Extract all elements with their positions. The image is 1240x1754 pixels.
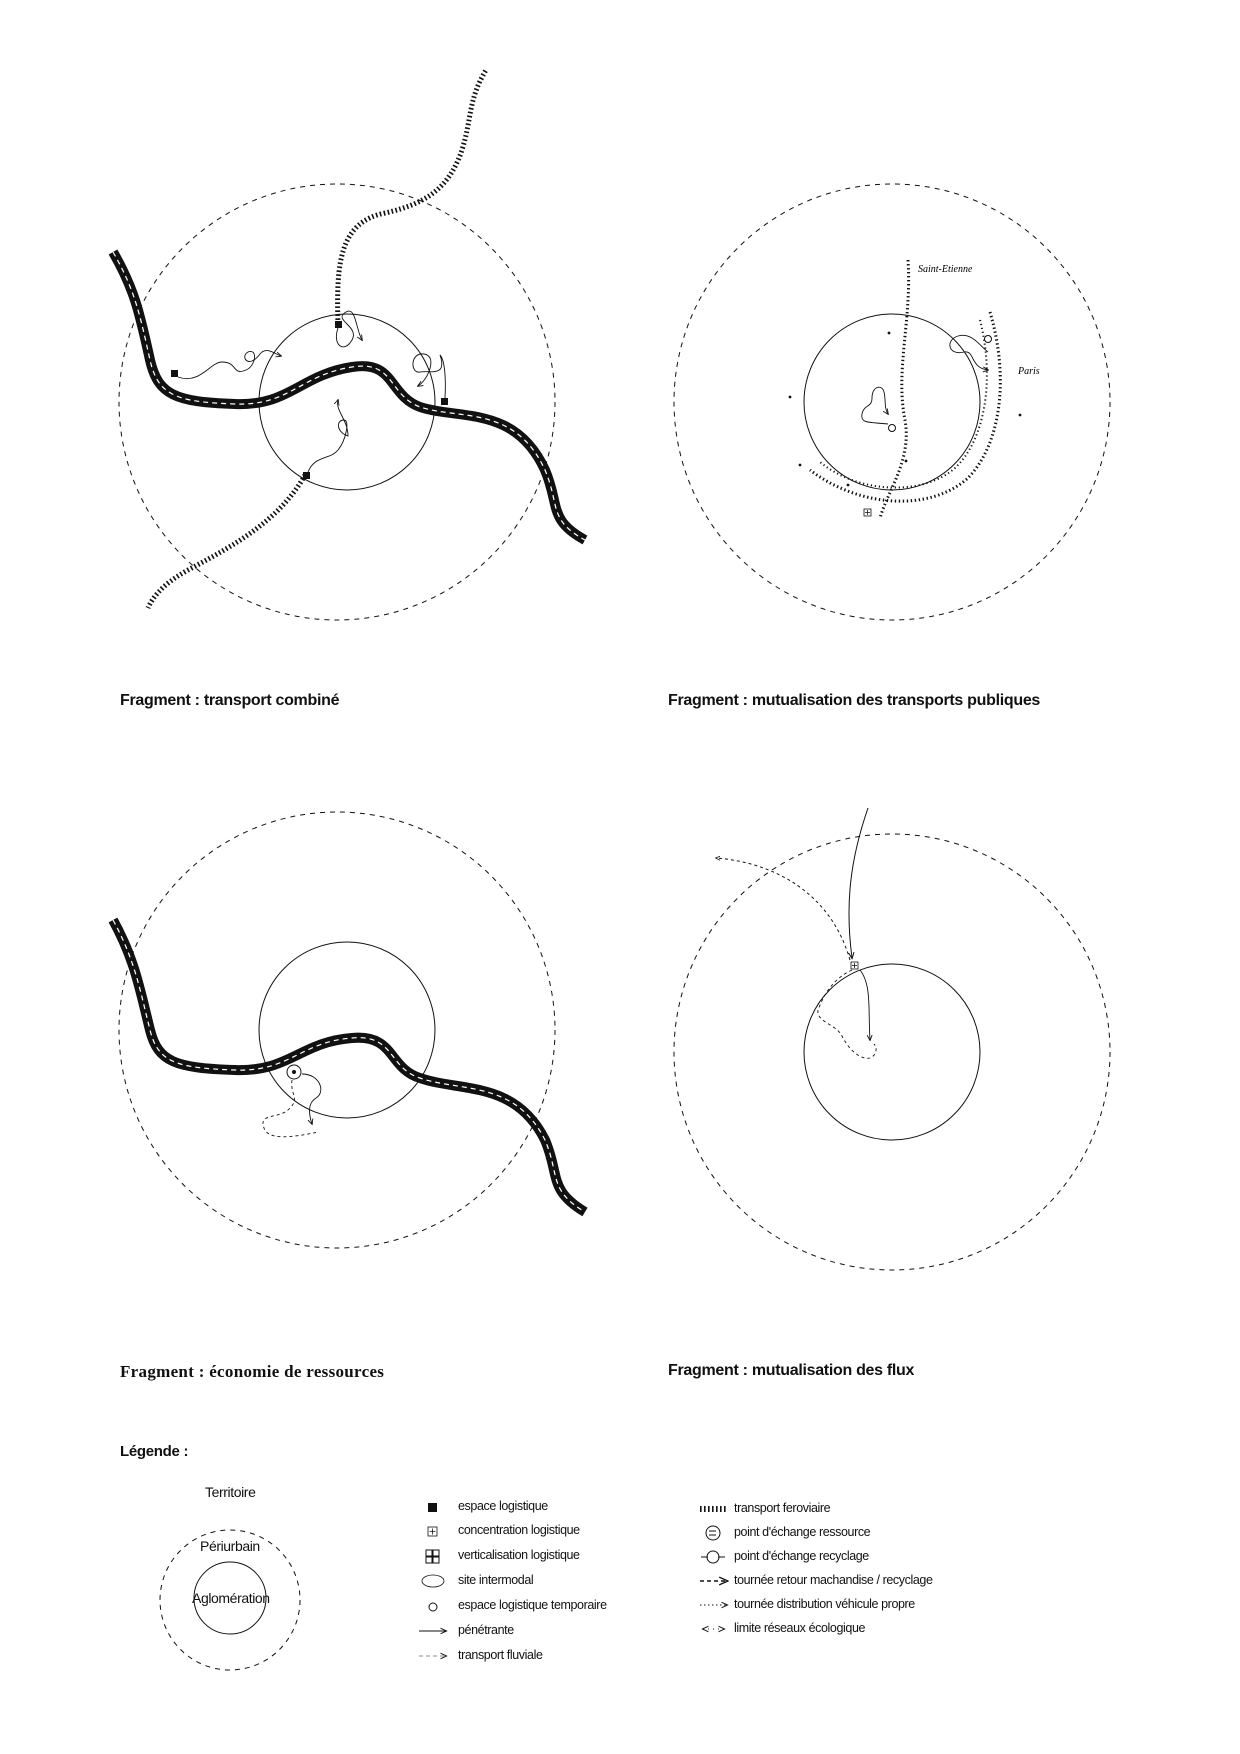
recycle-icon — [701, 1551, 725, 1563]
espace-logistique-1 — [171, 370, 178, 377]
legend-mid-label-0: espace logistique — [458, 1499, 548, 1513]
river — [113, 920, 585, 1212]
penetrante — [302, 1074, 321, 1124]
espace-temporaire — [985, 336, 992, 343]
tournee-distribution — [818, 970, 876, 1058]
legend-mid-label-4: espace logistique temporaire — [458, 1598, 607, 1612]
exchange-icon — [706, 1526, 720, 1540]
label-saint-etienne: Saint-Etienne — [918, 264, 973, 275]
agglomeration-ring — [804, 314, 980, 490]
agglomeration-ring — [804, 964, 980, 1140]
fragment-4-map — [674, 808, 1110, 1270]
label-paris: Paris — [1018, 366, 1040, 377]
legend-right-icons — [700, 1509, 727, 1629]
legend-mid-label-6: transport fluviale — [458, 1648, 543, 1662]
caption-fragment-4: Fragment : mutualisation des flux — [668, 1362, 915, 1379]
filled-square-icon — [428, 1503, 437, 1512]
fragment-3-map — [113, 812, 585, 1248]
stops — [789, 332, 1022, 487]
penetrante-4 — [308, 400, 348, 472]
railway-saint-etienne — [880, 260, 909, 518]
caption-fragment-1: Fragment : transport combiné — [120, 692, 340, 709]
railway-south — [148, 475, 305, 608]
territoire-ring — [674, 834, 1110, 1270]
fragment-2-map — [674, 184, 1110, 620]
espace-logistique-4 — [303, 472, 310, 479]
penetrante-1 — [178, 351, 281, 379]
penetrante-main — [849, 808, 868, 958]
agglomeration-ring — [259, 942, 435, 1118]
espace-logistique-3 — [441, 398, 448, 405]
penetrante-2 — [862, 387, 888, 424]
legend-right-label-5: limite réseaux écologique — [734, 1621, 866, 1635]
legend-title: Légende : — [120, 1443, 189, 1460]
penetrante-3 — [413, 354, 445, 398]
legend-right-label-3: tournée retour machandise / recyclage — [734, 1573, 933, 1587]
small-circle-icon — [429, 1603, 437, 1611]
point-echange-centre — [292, 1070, 296, 1074]
legend-mid-label-5: pénétrante — [458, 1623, 514, 1637]
penetrante-2 — [336, 311, 362, 347]
legend-zone-periurbain: Périurbain — [200, 1538, 260, 1554]
legend-mid-label-1: concentration logistique — [458, 1523, 580, 1537]
fragment-1-map — [113, 70, 585, 620]
grid-square-icon — [426, 1550, 439, 1563]
caption-fragment-3: Fragment : économie de ressources — [120, 1362, 385, 1381]
territoire-ring — [674, 184, 1110, 620]
legend-zone-agglomeration: Aglomération — [192, 1590, 270, 1606]
river — [113, 252, 585, 540]
tournee-retour — [716, 858, 850, 960]
caption-fragment-2: Fragment : mutualisation des transports publiques — [668, 692, 1041, 709]
espace-temporaire-2 — [889, 425, 896, 432]
concentration-cross — [852, 963, 857, 968]
penetrante-inner — [860, 970, 870, 1040]
legend-mid-icons — [419, 1503, 446, 1656]
legend-mid-label-3: site intermodal — [458, 1573, 534, 1587]
espace-logistique-2 — [335, 321, 342, 328]
legend-right-label-4: tournée distribution véhicule propre — [734, 1597, 915, 1611]
legend-right-label-2: point d'échange recyclage — [734, 1549, 869, 1563]
territoire-ring — [119, 812, 555, 1248]
legend-right-label-1: point d'échange ressource — [734, 1525, 871, 1539]
ellipse-icon — [422, 1575, 444, 1587]
legend-right-label-0: transport feroviaire — [734, 1501, 831, 1515]
legend-mid-label-2: verticalisation logistique — [458, 1548, 580, 1562]
legend-zone-territoire: Territoire — [205, 1484, 256, 1500]
concentration-cross — [865, 510, 870, 515]
